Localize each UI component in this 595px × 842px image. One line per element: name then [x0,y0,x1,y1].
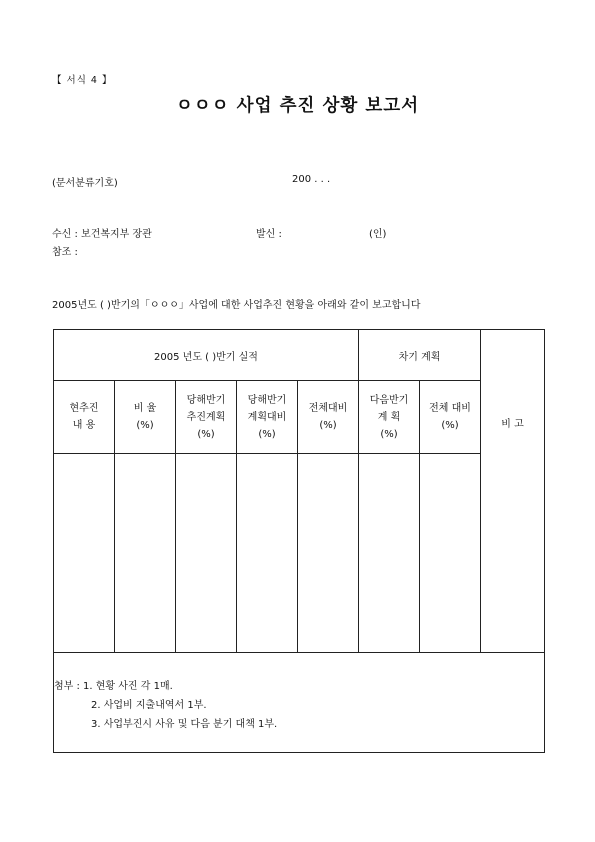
remarks-header: 비 고 [481,330,545,653]
column-header: 다음반기 계 획 (%) [359,381,420,454]
group-header-next: 차기 계획 [359,330,481,381]
page-title: ㅇㅇㅇ 사업 추진 상황 보고서 [175,96,420,116]
form-number: 【 서식 4 】 [52,75,113,86]
data-cell [176,454,237,653]
group-header-actual: 2005 년도 ( )반기 실적 [54,330,359,381]
report-table [53,329,545,753]
doc-class-label: (문서분류기호) [52,178,118,189]
column-header: 비 율 (%) [115,381,176,454]
data-cell [115,454,176,653]
column-header: 현추진 내 용 [54,381,115,454]
data-cell [237,454,298,653]
column-header: 전체 대비 (%) [420,381,481,454]
attachment-line: 2. 사업비 지출내역서 1부. [91,700,207,711]
attachments-cell [54,653,545,753]
column-header: 전체대비 (%) [298,381,359,454]
attachment-line: 첨부 : 1. 현황 사진 각 1매. [54,681,173,692]
column-header: 당해반기 추진계획 (%) [176,381,237,454]
intro-text: 2005년도 ( )반기의「ㅇㅇㅇ」사업에 대한 사업추진 현황을 아래와 같이 보고합니다 [52,300,421,311]
column-header: 당해반기 계획대비 (%) [237,381,298,454]
recipient-text: 수신 : 보건복지부 장관 [52,229,152,240]
date-text: 200 . . . [292,174,331,185]
data-cell [54,454,115,653]
seal-text: (인) [369,229,387,240]
sender-text: 발신 : [256,229,282,240]
reference-text: 참조 : [52,247,78,258]
data-cell [359,454,420,653]
attachment-line: 3. 사업부진시 사유 및 다음 분기 대책 1부. [91,719,278,730]
data-cell [298,454,359,653]
data-cell [420,454,481,653]
